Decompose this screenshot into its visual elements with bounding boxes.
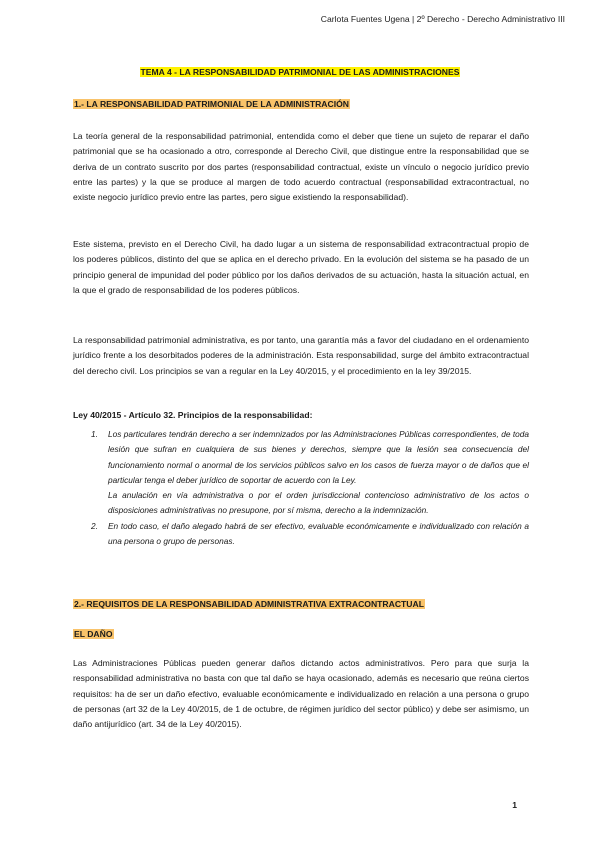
- law-item-number: 1.: [91, 429, 98, 439]
- subheading-text: EL DAÑO: [74, 629, 113, 639]
- section-1-heading-text: 1.- LA RESPONSABILIDAD PATRIMONIAL DE LA ADMINISTRACIÓN: [74, 99, 349, 109]
- law-item-2: [91, 519, 529, 550]
- paragraph-1: La teoría general de la responsabilidad patrimonial, entendida como el deber que tiene un sujeto de reparar el daño patrimonial que se ha ocasionado a otro, corresponde al Derecho Civil, que distingue entre la responsabilidad que se deriva de un contrato suscrito por dos partes (responsabilidad contractual, existe un vínculo o negocio jurídico previo entre las partes) y la que se produce al margen de todo acuerdo contractual (responsabilidad extracontractual, no existe negocio jurídico previo entre las partes, pero sigue existiendo la responsabilidad).: [73, 131, 529, 203]
- law-article-title: Ley 40/2015 - Artículo 32. Principios de la responsabilidad:: [73, 410, 313, 420]
- page-number: 1: [512, 800, 517, 810]
- document-title-text: TEMA 4 - LA RESPONSABILIDAD PATRIMONIAL DE LAS ADMINISTRACIONES: [140, 67, 460, 77]
- paragraph-2: Este sistema, previsto en el Derecho Civil, ha dado lugar a un sistema de responsabilidad extracontractual propio de los poderes públicos, distinto del que se aplica en el derecho privado. En la evolución del sistema se ha pasado de un principio general de impunidad del poder público por los daños derivados de su actuación, hasta la situación actual, en la que el grado de responsabilidad de los poderes públicos.: [73, 239, 529, 295]
- section-2-heading-text: 2.- REQUISITOS DE LA RESPONSABILIDAD ADMINISTRATIVA EXTRACONTRACTUAL: [74, 599, 424, 609]
- paragraph-3: La responsabilidad patrimonial administrativa, es por tanto, una garantía más a favor del ciudadano en el ordenamiento jurídico frente a los desorbitados poderes de la administración. Esta responsabilidad, surge del ámbito extracontractual del derecho civil. Los principios se van a regular en la Ley 40/2015, y el procedimiento en la ley 39/2015.: [73, 335, 529, 376]
- law-item-number: 2.: [91, 520, 98, 531]
- section-1-heading: [73, 99, 350, 109]
- section-2-heading: [73, 599, 425, 609]
- law-item-1: [91, 427, 529, 519]
- law-principles-list: [91, 427, 529, 549]
- subheading-el-dano: [73, 629, 114, 639]
- law-item-text: En todo caso, el daño alegado habrá de ser efectivo, evaluable económicamente e individualizado con relación a una persona o grupo de personas.: [108, 520, 529, 547]
- law-item-text: Los particulares tendrán derecho a ser indemnizados por las Administraciones Públicas correspondientes, de toda lesión que sufran en cualquiera de sus bienes y derechos, siempre que la lesión sea consecuencia del funcionamiento normal o anormal de los servicios públicos salvo en los casos de fuerza mayor o de daños que el particular tenga el deber jurídico de soportar de acuerdo con la Ley.: [108, 429, 529, 485]
- document-title: [0, 67, 600, 77]
- paragraph-4: Las Administraciones Públicas pueden generar daños dictando actos administrativos. Pero para que surja la responsabilidad administrativa no basta con que tal daño se haya ocasionado, además es necesario que reúna ciertos requisitos: ha de ser un daño efectivo, evaluable económicamente e individualizado en relación a una persona o grupo de personas (art 32 de la Ley 40/2015, de 1 de octubre, de régimen jurídico del sector público) y debe ser asimismo, un daño antijurídico (art. 34 de la Ley 40/2015).: [73, 658, 529, 730]
- law-item-extra-text: La anulación en vía administrativa o por el orden jurisdiccional contencioso administrativo de los actos o disposiciones administrativas no presupone, por sí misma, derecho a la indemnización.: [108, 490, 529, 516]
- running-header: Carlota Fuentes Ugena | 2º Derecho - Derecho Administrativo III: [320, 14, 565, 24]
